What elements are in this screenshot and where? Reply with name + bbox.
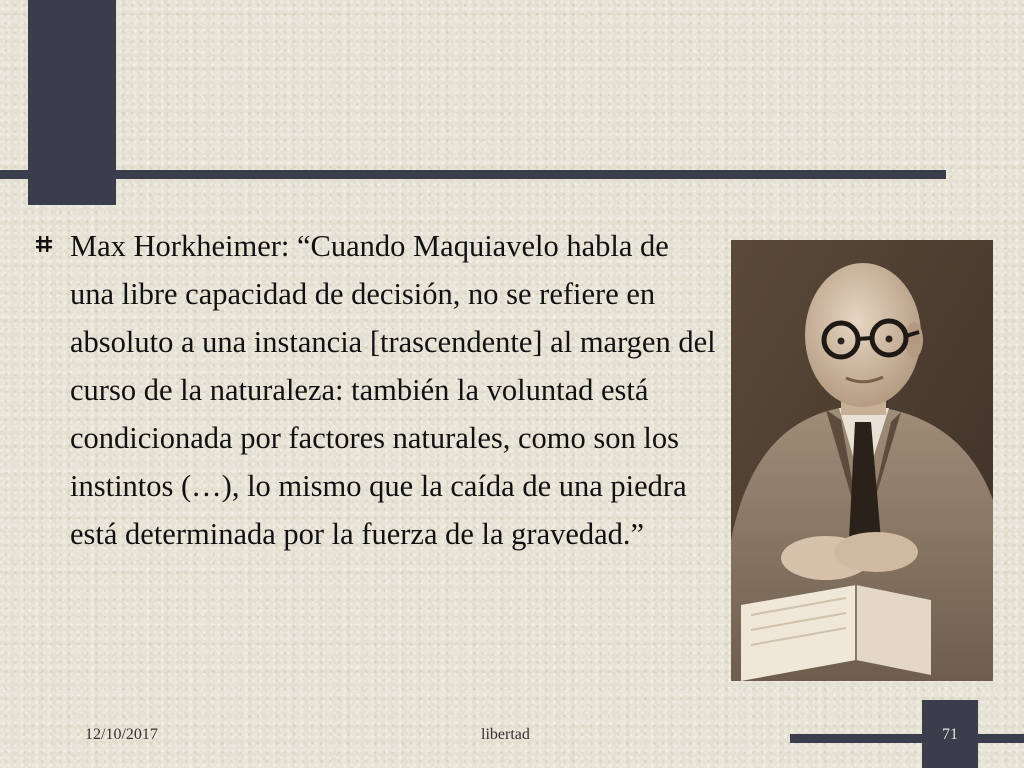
footer-topic: libertad bbox=[481, 726, 530, 743]
hash-bullet-icon bbox=[34, 234, 54, 254]
decorative-footer-rule bbox=[790, 734, 1024, 743]
page-number: 71 bbox=[942, 726, 958, 743]
quote-text: Max Horkheimer: “Cuando Maquiavelo habla de una libre capacidad de decisión, no se refiere en absoluto a una instancia [trascendente] al margen del curso de la naturaleza: también la voluntad está condicionada por factores naturales, como son los instintos (…), lo mismo que la caída de una piedra está determinada por la fuerza de la gravedad.” bbox=[70, 229, 716, 551]
portrait-photo bbox=[731, 240, 993, 681]
decorative-top-rule bbox=[0, 170, 946, 179]
footer-date: 12/10/2017 bbox=[85, 726, 158, 743]
